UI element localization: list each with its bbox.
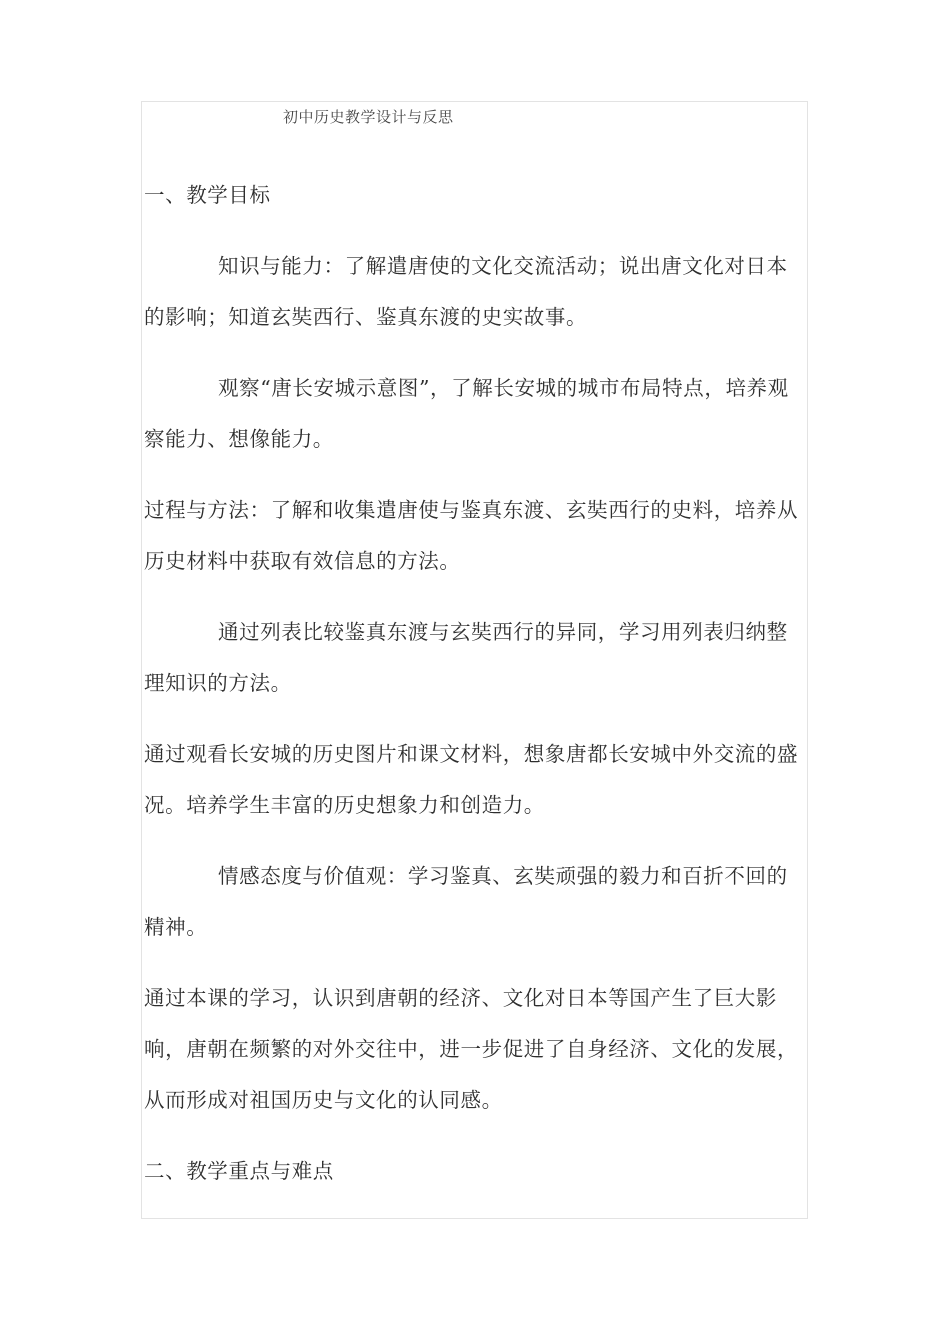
paragraph-knowledge-ability: 知识与能力：了解遣唐使的文化交流活动；说出唐文化对日本的影响；知道玄奘西行、鉴真东渡的史实故事。: [144, 254, 788, 329]
paragraph-emotion-values: 情感态度与价值观：学习鉴真、玄奘顽强的毅力和百折不回的精神。: [144, 864, 788, 939]
document-title: 初中历史教学设计与反思: [283, 108, 454, 126]
paragraph-changan-imagination: 通过观看长安城的历史图片和课文材料，想象唐都长安城中外交流的盛况。培养学生丰富的历史想象力和创造力。: [144, 742, 799, 817]
paragraph-comparison-table: 通过列表比较鉴真东渡与玄奘西行的异同，学习用列表归纳整理知识的方法。: [144, 620, 788, 695]
paragraph-lesson-outcome: 通过本课的学习，认识到唐朝的经济、文化对日本等国产生了巨大影响，唐朝在频繁的对外交往中，进一步促进了自身经济、文化的发展，从而形成对祖国历史与文化的认同感。: [144, 986, 799, 1112]
paragraph-observe-map: 观察“唐长安城示意图”，了解长安城的城市布局特点，培养观察能力、想像能力。: [144, 376, 789, 451]
section-heading-objectives: 一、教学目标: [144, 183, 271, 207]
section-heading-key-points: 二、教学重点与难点: [144, 1159, 334, 1183]
paragraph-process-method: 过程与方法：了解和收集遣唐使与鉴真东渡、玄奘西行的史料，培养从历史材料中获取有效信息的方法。: [144, 498, 799, 573]
document-body: [144, 170, 806, 1197]
